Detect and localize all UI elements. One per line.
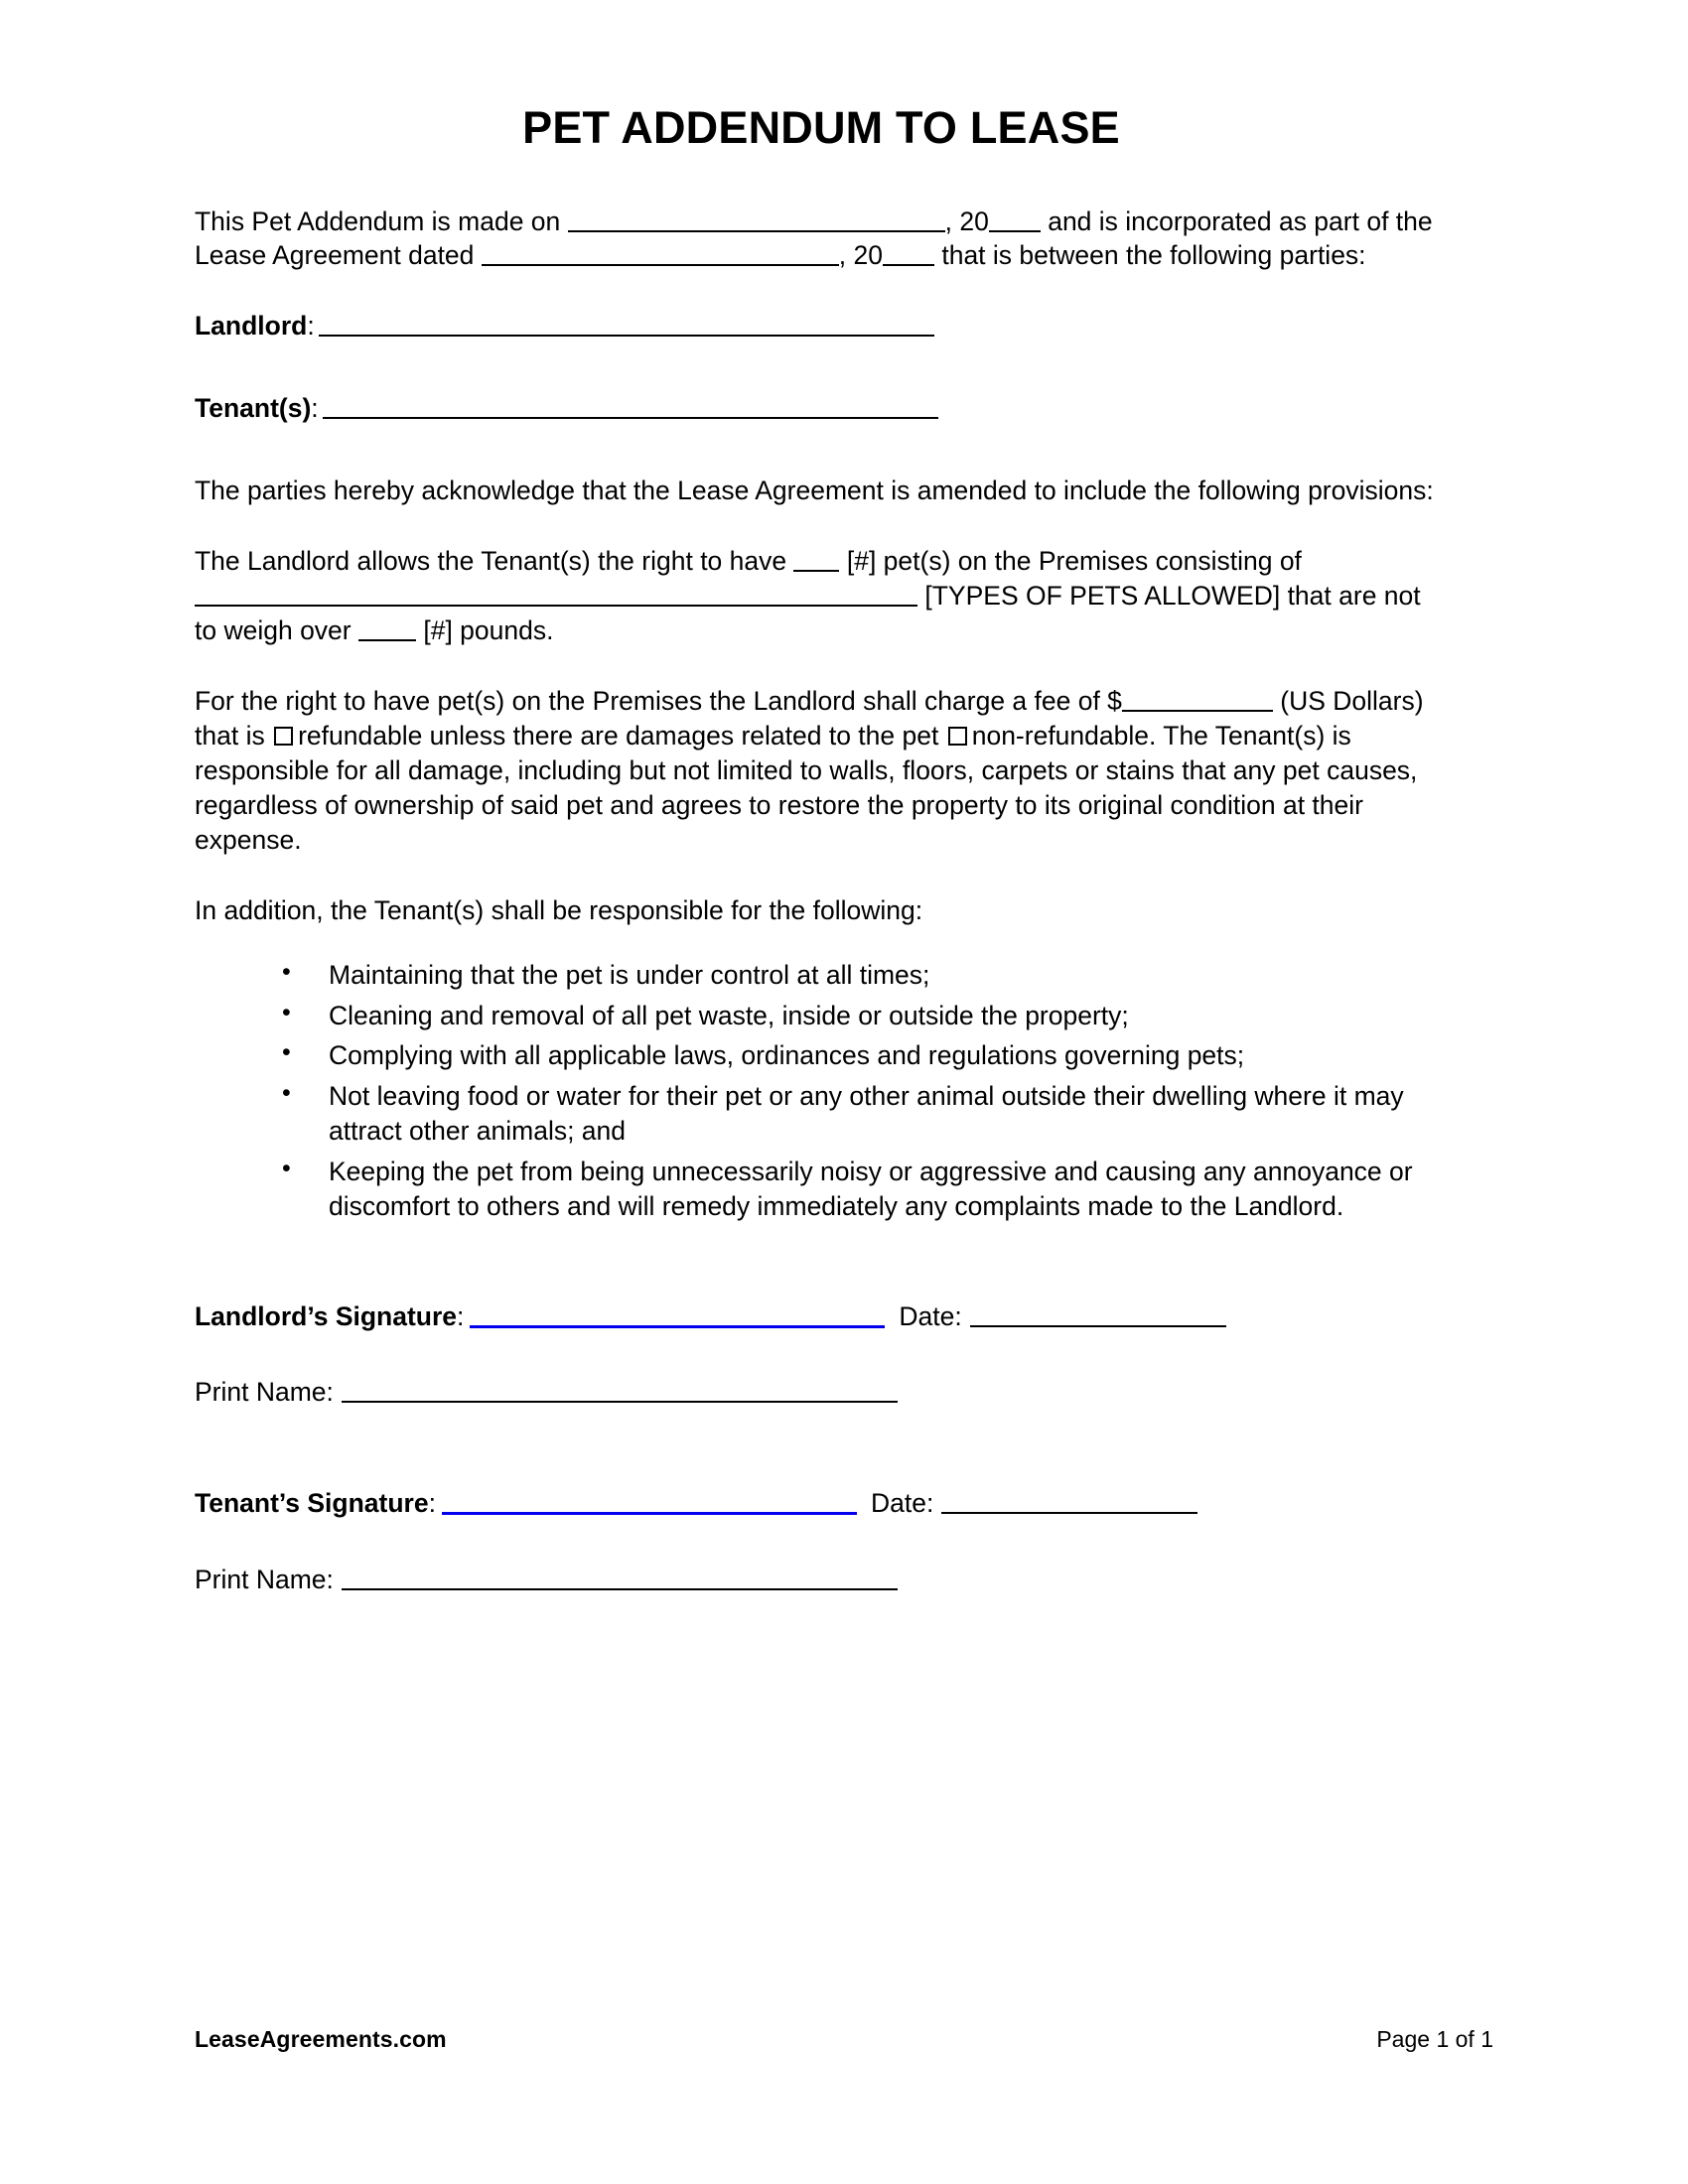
landlord-print-name-label: Print Name: [195,1377,334,1407]
non-refundable-label: non-refundable. [971,721,1157,751]
list-item: • Not leaving food or water for their pet or any other animal outside their dwelling where it may attract other animals; and [282,1079,1448,1150]
list-item: • Maintaining that the pet is under control at all times; [282,958,1448,994]
fee-clause-paragraph [195,684,1448,858]
landlord-colon: : [307,311,315,341]
landlord-signature-row [195,1299,1448,1333]
footer-page-number: Page 1 of 1 [1376,2026,1493,2052]
intro-text-3: and is incorporated as part of the Lease Agreement dated [195,205,1433,271]
intro-text-4: , 20 [838,240,883,271]
signature-gap [195,1409,1448,1486]
lease-year-blank[interactable] [883,239,934,267]
pet-count-blank[interactable] [793,545,839,573]
landlord-signature-colon: : [457,1300,465,1331]
responsibilities-list [195,958,1448,1225]
landlord-signature-label: Landlord’s Signature [195,1300,458,1331]
pet-types-blank[interactable] [195,580,917,608]
refundable-checkbox[interactable] [274,727,293,746]
signature-spacer [195,1230,1448,1299]
tenant-print-name-label: Print Name: [195,1564,334,1594]
responsibilities-intro: In addition, the Tenant(s) shall be responsible for the following: [195,895,923,926]
pets-text-4: [#] pounds. [415,615,554,646]
landlord-date-input[interactable] [970,1299,1226,1327]
tenant-signature-input[interactable] [442,1488,857,1516]
pets-text-3: [TYPES OF PETS ALLOWED] that are not to weigh over [195,581,1421,646]
non-refundable-checkbox[interactable] [948,727,967,746]
intro-text-1: This Pet Addendum is made on [195,205,568,236]
tenant-colon: : [311,393,319,424]
landlord-print-name-row [195,1375,1448,1409]
pet-weight-blank[interactable] [358,614,416,641]
fee-amount-blank[interactable] [1122,684,1273,712]
tenant-label: Tenant(s) [195,393,312,424]
landlord-label: Landlord [195,311,308,341]
list-item: • Cleaning and removal of all pet waste, inside or outside the property; [282,999,1448,1034]
tenant-date-label: Date: [870,1488,934,1519]
tenant-signature-colon: : [428,1488,436,1519]
landlord-name-input[interactable] [319,310,934,338]
landlord-date-label: Date: [899,1300,962,1331]
pets-clause-paragraph [195,544,1448,648]
tenant-field-row [195,391,1448,426]
tenant-print-name-input[interactable] [342,1563,898,1590]
tenant-print-name-row [195,1563,1448,1596]
tenant-signature-row [195,1486,1448,1520]
tenant-signature-label: Tenant’s Signature [195,1488,429,1519]
intro-paragraph [195,205,1448,274]
landlord-print-name-input[interactable] [342,1375,898,1403]
page-title: PET ADDENDUM TO LEASE [522,102,1120,153]
page-footer [195,2026,1493,2053]
intro-text-5: that is between the following parties: [933,240,1366,271]
landlord-field-row [195,309,1448,343]
pets-text-1: The Landlord allows the Tenant(s) the right to have [195,546,794,577]
tenant-name-input[interactable] [323,392,938,420]
fee-text-1: For the right to have pet(s) on the Premises the Landlord shall charge a fee of $ [195,686,1122,717]
acknowledge-paragraph: The parties hereby acknowledge that the Lease Agreement is amended to include the following provisions: [195,476,1434,506]
list-item: • Complying with all applicable laws, ordinances and regulations governing pets; [282,1038,1448,1074]
intro-text-2: , 20 [944,205,989,236]
footer-brand: LeaseAgreements.com [195,2026,447,2052]
landlord-signature-input[interactable] [470,1300,885,1328]
refundable-label: refundable unless there are damages related to the pet [298,721,946,751]
landlord-signature-block [195,1299,1448,1410]
document-body [195,103,1448,1596]
addendum-year-blank[interactable] [989,205,1041,232]
lease-date-blank[interactable] [482,239,839,267]
list-item: • Keeping the pet from being unnecessarily noisy or aggressive and causing any annoyance or discomfort to others and will remedy immediately any complaints made to the Landlord. [282,1155,1448,1225]
tenant-date-input[interactable] [941,1487,1197,1515]
fee-text-3: The Tenant(s) is responsible for all damage, including but not limited to walls, floors, carpets or stains that any pet causes, regardless of ownership of said pet and agrees to restore the property to its original condition at their expense. [195,721,1418,856]
pets-text-2: [#] pet(s) on the Premises consisting of [839,546,1302,577]
fee-text-2: (US Dollars) that is [195,686,1424,751]
addendum-date-blank[interactable] [568,205,945,232]
tenant-signature-block [195,1486,1448,1596]
